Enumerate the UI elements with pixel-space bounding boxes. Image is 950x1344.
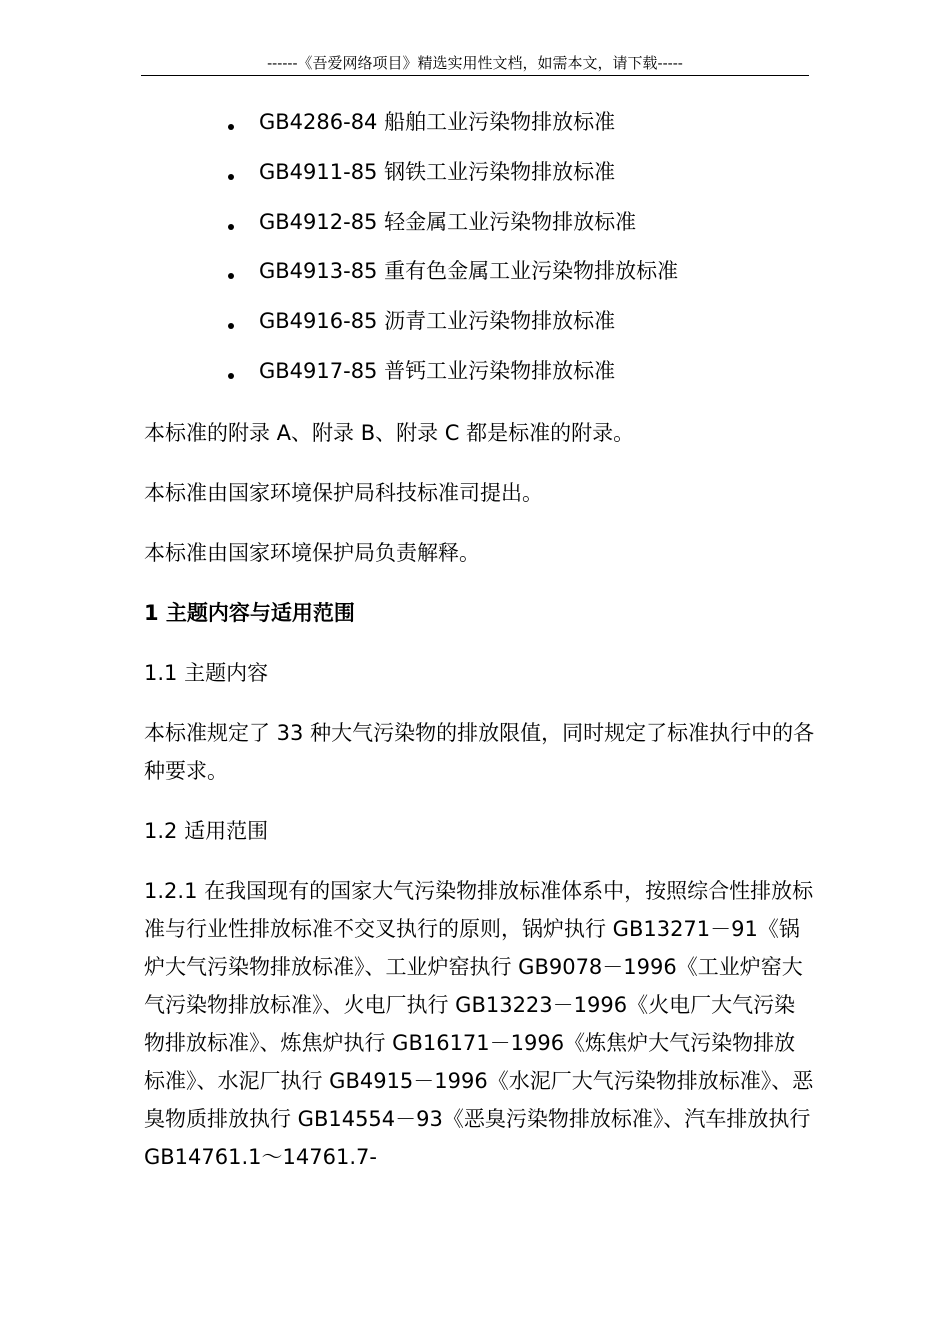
list-item [144,251,816,301]
list-item [144,102,816,152]
bullet-icon [228,174,234,180]
list-item-text: GB4913-85 重有色金属工业污染物排放标准 [259,259,679,284]
bullet-icon [228,124,234,130]
list-item [144,301,816,351]
subsection-1-2-1-body: 1.2.1 在我国现有的国家大气污染物排放标准体系中，按照综合性排放标准与行业性排放标准不交叉执行的原则，锅炉执行 GB13271－91《锅炉大气污染物排放标准》、工业炉窑执行 GB9078－1996《工业炉窑大气污染物排放标准》、火电厂执行 GB13223－1996《火电厂大气污染物排放标准》、炼焦炉执行 GB16171－1996《炼焦炉大气污染物排放标准》、水泥厂执行 GB4915－1996《水泥厂大气污染物排放标准》、恶臭物质排放执行 GB14554－93《恶臭污染物排放标准》、汽车排放执行 GB14761.1～14761.7- [144,878,814,1169]
list-item [144,152,816,202]
subsection-1-2-heading: 1.2 适用范围 [144,818,269,843]
list-item-text: GB4912-85 轻金属工业污染物排放标准 [259,209,637,234]
bullet-icon [228,323,234,329]
interpreted-by-paragraph: 本标准由国家环境保护局负责解释。 [144,540,480,565]
bullet-icon [228,224,234,230]
subsection-1-1-body: 本标准规定了 33 种大气污染物的排放限值，同时规定了标准执行中的各种要求。 [144,720,815,783]
list-item [144,202,816,252]
header-divider [141,75,809,76]
bullet-icon [228,273,234,279]
bullet-icon [228,373,234,379]
proposed-by-paragraph: 本标准由国家环境保护局科技标准司提出。 [144,480,543,505]
subsection-1-1-heading: 1.1 主题内容 [144,660,269,685]
page-header-banner: ------《吾爱网络项目》精选实用性文档，如需本文，请下载----- [267,54,683,72]
list-item [144,351,816,401]
list-item-text: GB4916-85 沥青工业污染物排放标准 [259,309,616,334]
appendix-paragraph: 本标准的附录 A、附录 B、附录 C 都是标准的附录。 [144,420,635,445]
list-item-text: GB4917-85 普钙工业污染物排放标准 [259,358,616,383]
section-1-heading: 1 主题内容与适用范围 [144,600,355,625]
standards-bullet-list [144,102,816,401]
list-item-text: GB4911-85 钢铁工业污染物排放标准 [259,159,616,184]
document-body [144,102,816,1176]
list-item-text: GB4286-84 船舶工业污染物排放标准 [259,110,616,134]
